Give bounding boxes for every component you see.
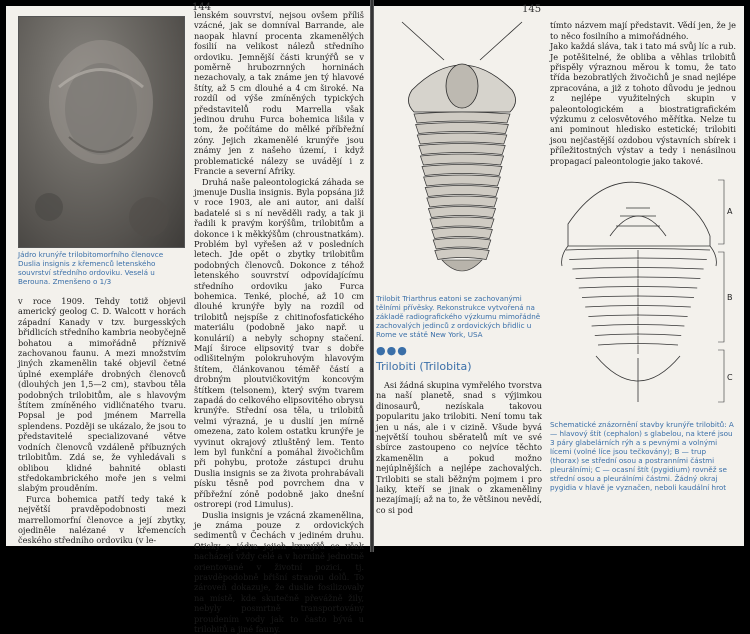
paragraph: lenském souvrství, nejsou ovšem příliš vzácné, jak se domníval Barrande, ale naopak hlavní procenta zkamenělých fosilií na velikost nálezů středního ordoviku. Jemnější části krunýřů se v poměrně hrubozrnných horninách nezachovaly, a tak známe jen tý hlavové štíty, až 5 cm dlouhé a 4 cm široké. Na rozdíl od výše zmíněných typických představitelů rodu Marrella však jedinou druhu Furca bohemica lišila v tom, že počítáme do mělké příbřežní zóny. Jejich zkamenělé krunýře jsou známy jen z našeho území, i když problematické nálezy se uvádějí i z Francie a severní Afriky. [194, 10, 364, 177]
trilobite-segment [416, 123, 509, 134]
illustration-caption: Trilobit Triarthrus eatoni se zachovanými tělními přívěsky. Rekonstrukce vytvořená na základě radiografického výzkumu mimořádně zachovalých jedinců z ordovických břidlic u Rome ve státě New York, USA [376, 294, 541, 340]
left-page-left-column [18, 296, 186, 544]
trilobite-segment [414, 112, 510, 123]
schematic-segment [569, 258, 707, 269]
schematic-segment [588, 315, 687, 326]
trilobite-segment [417, 133, 507, 144]
paragraph: Asi žádná skupina vymřelého tvorstva na naší planetě, snad s výjimkou dinosaurů, nezískala takovou popularitu jako trilobiti. Není tomu tak jen u nás, ale i v cizině. Všude byvá největší touhou sběratelů mít ve své sbírce zastoupeno co nejvíce těchto zkamenělin a pokud možno nejúplnějších a nejlépe zachovalých. Trilobiti se stali běžným pojmem i pro laiky, kteří se jinak o zkameněliny nezajímají; až na to, že většinou nevědí, co si pod [376, 380, 542, 515]
schematic-segment [572, 268, 703, 279]
trilobite-segment [430, 217, 494, 228]
trilobite-segment [427, 196, 497, 207]
diagram-label-a: A [727, 207, 733, 216]
trilobite-segment [419, 144, 505, 155]
trilobite-segment [424, 175, 501, 186]
right-page-left-column [376, 380, 542, 544]
diagram-caption: Schematické znázornění stavby krunýře trilobitů: A — hlavový štít (cephalon) s glabelou, na které jsou 3 páry glabelárních rýh a s pevnými a volnými lícemi (volné líce jsou tečkovány); B — trup (thorax) se střední osou a postranními částmi pleurálními; C — ocasní štít (pygidium) rovněž se střední osou a pleurálními částmi. Žádný okraj pygidia v hlavě je vyznačen, neboli kaudální hrot [550, 420, 736, 544]
photo-caption: Jádro krunýře trilobitomorfního členovce Duslia insignis z křemenců letenského souvrství středního ordoviku. Veselá u Berouna. Zmenšeno o 1/3 [18, 250, 186, 290]
right-page-right-column [550, 10, 736, 160]
trilobite-segment [433, 238, 491, 249]
paragraph: Furca bohemica patří tedy také k největší pravděpodobnosti mezi marrellomorfní členovce a její zbytky, ojediněle nalézané v křemencích českého středního ordoviku (v le- [18, 494, 186, 546]
diagram-label-c: C [727, 373, 733, 382]
fossil-photo-art [19, 17, 184, 247]
trilobite-illustration [382, 20, 542, 290]
trilobite-schematic [550, 166, 736, 416]
schematic-segment [566, 249, 710, 260]
fossil-photo [18, 16, 185, 248]
left-page-number: 144 [192, 2, 211, 13]
right-page [374, 6, 744, 546]
trilobite-segment [428, 207, 495, 218]
trilobite-segment [425, 186, 499, 197]
trilobite-segment [422, 165, 502, 176]
diagram-label-b: B [727, 293, 733, 302]
section-marker: ●●● [376, 344, 408, 357]
paragraph: v roce 1909. Tehdy totiž objevil americký geolog C. D. Walcott v horách západní Kanady v tzv. burgesských břidlicích středního kambria neobyčejně bohatou a mimořádně příznivě zachovanou faunu. A mezi množstvím jiných zkamenělin také objevil četné úplné exempláře drobných členovců (dlouhých jen 1,5—2 cm), stavbou těla podobných trilobitům, ale s hlavovým štítem zmíněného vidličnatého tvaru. Popsal je pod jménem Marrella splendens. Později se ukázalo, že jsou to představitelé specializované větve vodních členovců vzdáleně příbuzných trilobitům. Zdá se, že vyhledávali s oblibou klidné bahnité oblasti středokambrického moře jen s velmi slabým prouděním. [18, 296, 186, 494]
trilobite-segment [432, 228, 493, 239]
section-title: Trilobiti (Trilobita) [376, 360, 472, 373]
schematic-segment [576, 277, 701, 288]
paragraph: Druhá naše paleontologická záhada se jmenuje Duslia insignis. Byla popsána již v roce 1903, ale ani autor, ani další badatelé si s ní nevěděli rady, a tak ji řadili k pravým korýšům, trilobitům a dokonce i k měkkýšům (chroustnatkám). Problém byl vyřešen až v posledních letech. Jde opět o zbytky trilobitům podobných členovců. Dokonce z téhož letenského souvrství odpovídajícímu středního ordoviku jako Furca bohemica. Tenké, ploché, až 10 cm dlouhé krunýře byly na rozdíl od trilobitů nejspíše z chitinofosfatického materiálu (podobně jako např. u konulárií) a nebyly schopny stačení. Mají široce elipsovitý tvar s dobře odlišitelným polokruhovým hlavovým štítem, článkovanou téměř částí a drobným ploutvičkovitým koncovým štítkem (telsonem), který svým tvarem zapadá do celkového elipsovitého obrysu krunýře. Střední osa těla, u trilobitů velmi výrazná, je u duslií jen mírně omezena, zato kolem ostatku krunýře je vyvinut okrajový ztluštěný lem. Tento lem byl funkční a pomáhal živočichům při pohybu, protože zástupci druhu Duslia insignis se za života prohrabávali písku těsně pod povrchem dna v příbřežní zóně podobně jako dnešní ostrorepi (rod Limulus). [194, 177, 364, 510]
schematic-segment [585, 306, 691, 317]
schematic-segment [582, 296, 694, 307]
paragraph: tímto názvem mají představit. Vědí jen, že je to něco fosilního a mimořádného. Jako každá sláva, tak i tato má svůj líc a rub. Je potěšitelné, že obliba a věhlas trilobitů přispěly výraznou měrou k tomu, že tato třída bezobratlých živočichů je snad nejlépe zpracována, a již z tohoto důvodu je jednou z nejlépe využitelných skupin v paleontologickém a biostratigrafickém výzkumu z celosvětového měřítka. Nelze tu ani pominout hledisko estetické; trilobiti jsou nejčastější ozdobou výstavních sbírek i příležitostných výstav a tedy i nenásilnou propagací paleontologie jako takové. [550, 20, 736, 166]
trilobite-segment [435, 249, 489, 260]
schematic-segment [595, 334, 681, 345]
page-number: 145 [522, 4, 541, 15]
paragraph: Duslia insignis je vzácná zkamenělina, je známa pouze z ordovických sedimentů v Čechách v jediném druhu. Otisky a jádra jejich krunýřů se však nacházejí vždy celé a v hornině jednotně orientované v životní pozici, tj. pravděpodobně břišní stranou dolů. To zároveň dokazuje, že duslie fosilizovaly na místě, kde skutečně převážně žily, nebyly posmrtně transportovány proudením vody jak to často bývá u trilobitů a jiné fauny. [194, 510, 364, 634]
left-page [6, 6, 370, 546]
left-page-right-column [194, 10, 364, 544]
schematic-segment [598, 344, 678, 355]
schematic-segment [592, 325, 685, 336]
trilobite-segment [420, 154, 503, 165]
schematic-segment [579, 287, 697, 298]
